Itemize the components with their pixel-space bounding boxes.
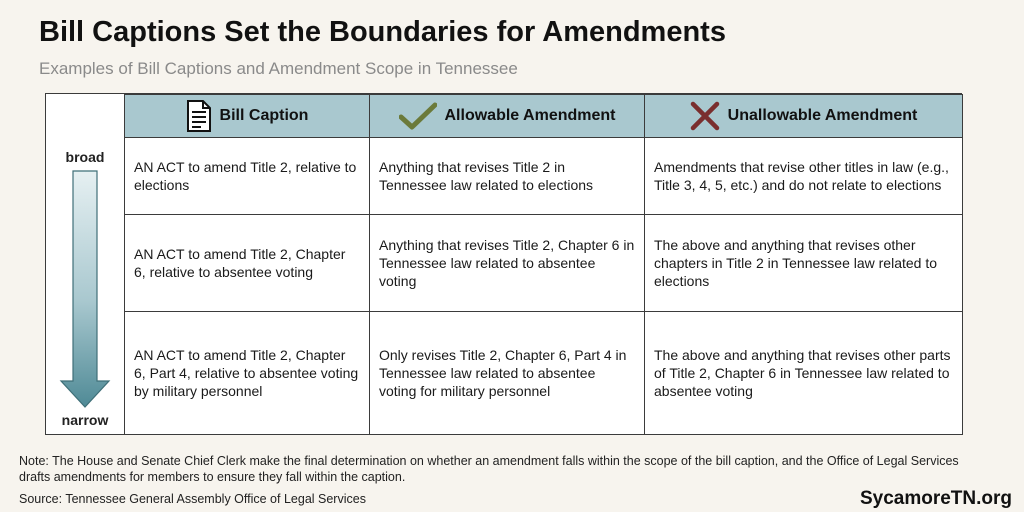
table-row	[125, 215, 963, 312]
amendment-table	[124, 94, 963, 435]
header-label: Allowable Amendment	[444, 107, 616, 124]
page-title: Bill Captions Set the Boundaries for Amendments	[39, 16, 726, 48]
cell-unallowable: The above and anything that revises other parts of Title 2, Chapter 6 in Tennessee law related to absentee voting	[645, 312, 963, 435]
cell-allowable: Anything that revises Title 2, Chapter 6 in Tennessee law related to absentee voting	[370, 215, 645, 312]
header-unallowable-amendment	[645, 95, 963, 138]
header-allowable-amendment	[370, 95, 645, 138]
header-label: Bill Caption	[219, 107, 309, 124]
x-mark-icon	[690, 101, 720, 131]
down-arrow-icon	[46, 94, 124, 434]
scale-bottom-label: narrow	[61, 412, 109, 428]
footnote: Note: The House and Senate Chief Clerk make the final determination on whether an amendment falls within the scope of the bill caption, and the Office of Legal Services drafts amendments for members to ensure they fall within the caption.	[19, 454, 959, 484]
comparison-panel	[45, 93, 962, 435]
cell-bill-caption: AN ACT to amend Title 2, Chapter 6, Part 4, relative to absentee voting by military personnel	[125, 312, 370, 435]
cell-allowable: Anything that revises Title 2 in Tennessee law related to elections	[370, 138, 645, 215]
scale-top-label: broad	[65, 149, 105, 165]
brand-logo-text: SycamoreTN.org	[859, 488, 1012, 509]
checkmark-icon	[399, 102, 437, 130]
scope-scale	[46, 94, 124, 434]
cell-bill-caption: AN ACT to amend Title 2, Chapter 6, relative to absentee voting	[125, 215, 370, 312]
header-bill-caption	[125, 95, 370, 138]
document-icon	[186, 100, 212, 132]
cell-unallowable: Amendments that revise other titles in law (e.g., Title 3, 4, 5, etc.) and do not relate to elections	[645, 138, 963, 215]
cell-unallowable: The above and anything that revises other chapters in Title 2 in Tennessee law related to elections	[645, 215, 963, 312]
source-line: Source: Tennessee General Assembly Office of Legal Services	[19, 492, 366, 506]
table-row	[125, 312, 963, 435]
cell-allowable: Only revises Title 2, Chapter 6, Part 4 in Tennessee law related to absentee voting for military personnel	[370, 312, 645, 435]
table-row	[125, 138, 963, 215]
page-subtitle: Examples of Bill Captions and Amendment Scope in Tennessee	[39, 59, 518, 78]
header-label: Unallowable Amendment	[727, 107, 918, 124]
cell-bill-caption: AN ACT to amend Title 2, relative to elections	[125, 138, 370, 215]
